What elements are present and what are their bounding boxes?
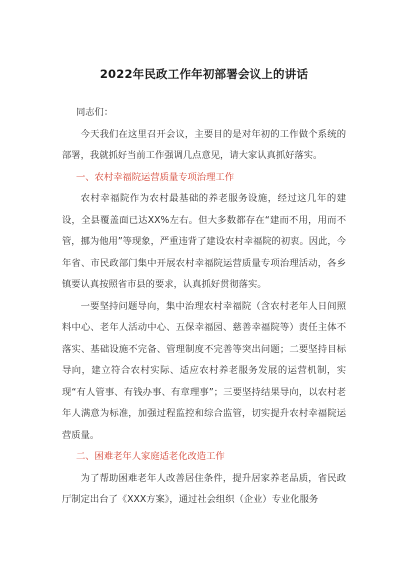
section-1-paragraph-1: 农村幸福院作为农村最基础的养老服务设施，经过这几年的建设，全县覆盖面已达XX%左右。但大多数都存在“建而不用，用而不管，挪为他用”等现象，严重违背了建设农村幸福院的初衷。因此，今年省、市民政部门集中开展农村幸福院运营质量专项治理活动，各乡镇要认真按照省市县的要求，认真抓好贯彻落实。 [62,193,346,290]
intro-paragraph: 今天我们在这里召开会议，主要目的是对年初的工作做个系统的部署，我就抓好当前工作强调几点意见，请大家认真抓好落实。 [62,128,346,161]
greeting: 同志们： [75,107,114,118]
document-title: 2022年民政工作年初部署会议上的讲话 [99,67,309,81]
section-2-paragraph-1: 为了帮助困难老年人改善居住条件，提升居家养老品质，省民政厅制定出台了《XXX方案》，通过社会组织（企业）专业化服务 [62,472,346,505]
section-heading-1: 一、农村幸福院运营质量专项治理工作 [75,171,234,183]
document-body [62,102,346,511]
section-1-paragraph-2: 一要坚持问题导向，集中治理农村幸福院（含农村老年人日间照料中心、老年人活动中心、五保幸福园、慈善幸福院等）责任主体不落实、基础设施不完备、管理制度不完善等突出问题；二要坚持目标导向，建立符合农村实际、适应农村养老服务发展的运营机制，实现“有人管事、有钱办事、有章理事”；三要坚持结果导向，以农村老年人满意为标准，加强过程监控和综合监管，切实提升农村幸福院运营质量。 [62,300,346,441]
section-heading-2: 二、困难老年人家庭适老化改造工作 [75,451,225,462]
